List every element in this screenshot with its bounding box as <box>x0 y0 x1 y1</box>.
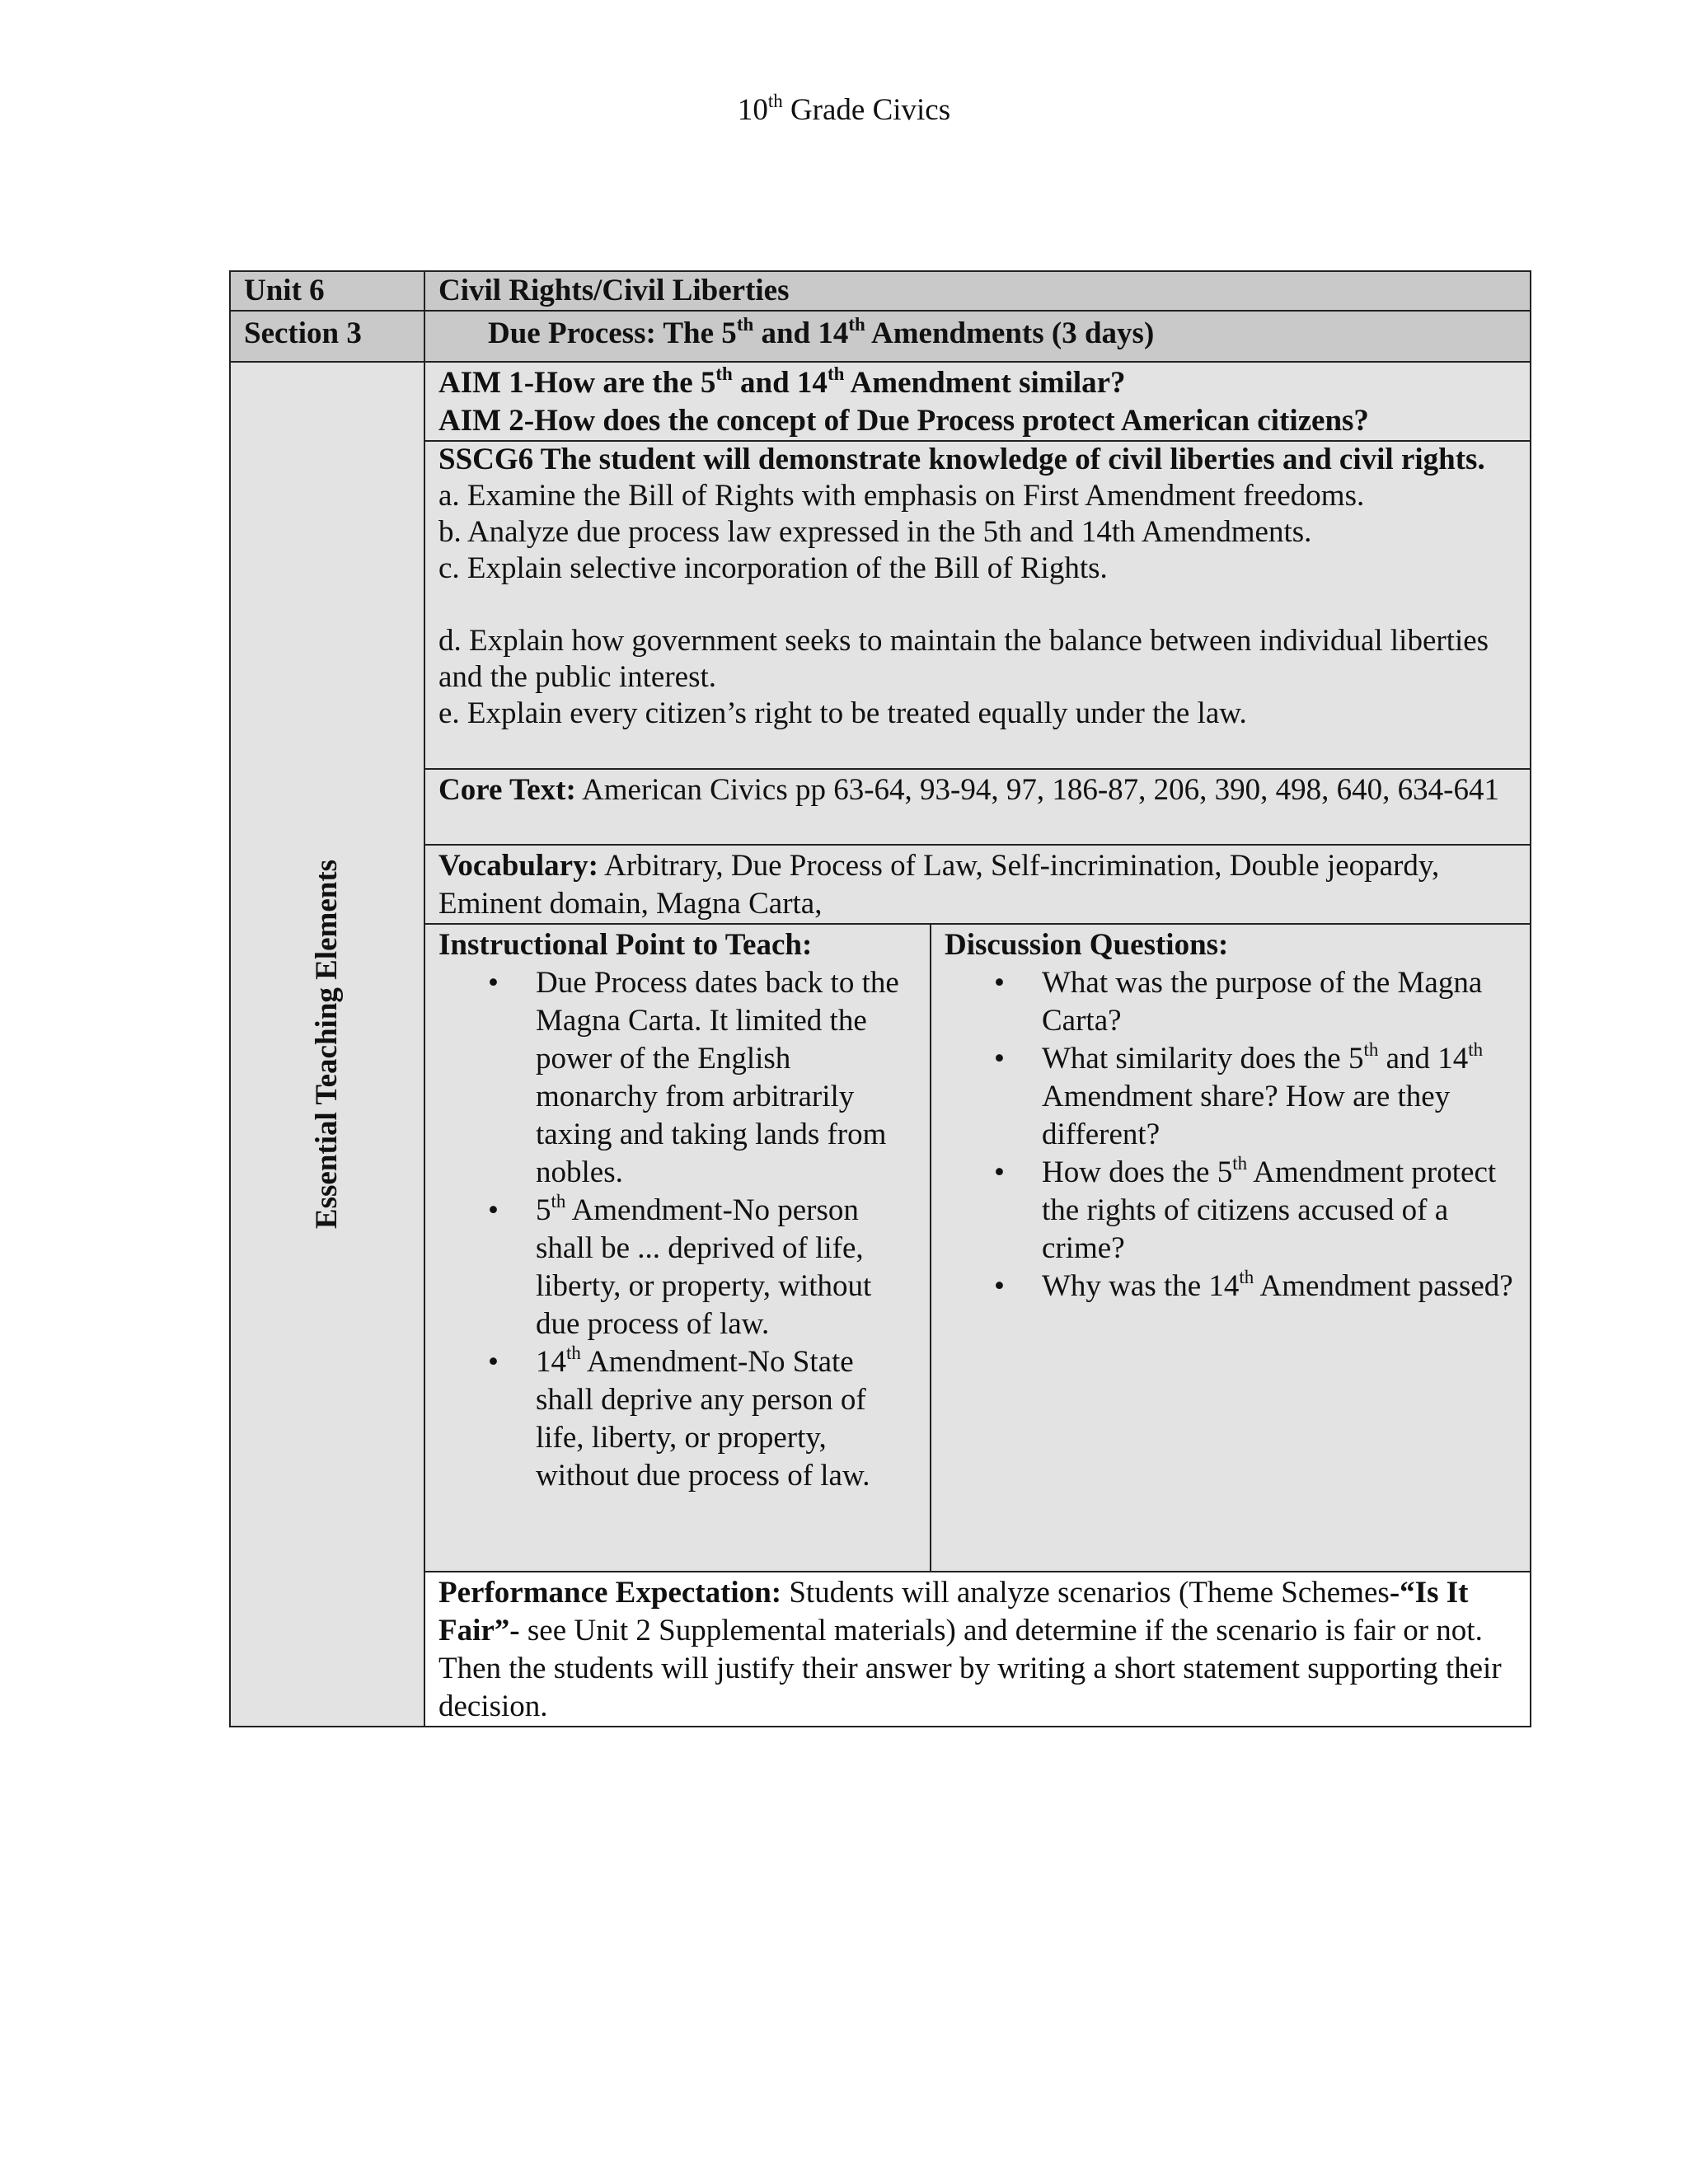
aim-1 <box>438 364 1518 402</box>
instructional-item <box>536 1343 918 1495</box>
vocabulary-cell <box>424 845 1531 924</box>
question-text-b: Amendment protect the rights of citizens accused of a crime? <box>1042 1155 1497 1265</box>
standard-b: b. Analyze due process law expressed in the 5th and 14th Amendments. <box>438 515 1312 549</box>
discussion-question <box>1042 1268 1518 1305</box>
aim-1-sup-a: th <box>715 363 733 384</box>
standard-row <box>230 441 1531 769</box>
question-text-b: and 14 <box>1378 1042 1469 1076</box>
performance-text-b: see Unit 2 Supplemental materials) and determine if the scenario is fair or not. Then the students will justify their answer by writing a short statement supporting their decision. <box>438 1614 1502 1723</box>
discussion-heading: Discussion Questions: <box>945 928 1229 962</box>
unit-row <box>230 271 1531 311</box>
discussion-list <box>945 964 1518 1305</box>
question-sup: th <box>1239 1266 1254 1287</box>
grade-number: 10 <box>737 93 768 127</box>
section-sup-a: th <box>736 313 754 335</box>
section-title-a: Due Process: The 5 <box>488 316 737 350</box>
side-label: Essential Teaching Elements <box>310 859 344 1230</box>
aims-cell <box>424 362 1531 441</box>
item-sup: th <box>566 1342 581 1363</box>
core-text-cell <box>424 769 1531 845</box>
instructional-heading: Instructional Point to Teach: <box>438 928 813 962</box>
question-text-c: Amendment share? How are they different? <box>1042 1080 1451 1151</box>
section-title <box>424 311 1531 362</box>
performance-cell <box>424 1572 1531 1727</box>
core-text-row <box>230 769 1531 845</box>
section-sup-b: th <box>848 313 865 335</box>
question-text-a: What similarity does the 5 <box>1042 1042 1364 1076</box>
aim-1-text-c: Amendment similar? <box>844 366 1126 400</box>
item-number: 5 <box>536 1193 551 1227</box>
core-text-value: American Civics pp 63-64, 93-94, 97, 186-87, 206, 390, 498, 640, 634-641 <box>575 773 1499 807</box>
header-title: Grade Civics <box>782 93 951 127</box>
vocabulary-row <box>230 845 1531 924</box>
standard-e: e. Explain every citizen’s right to be treated equally under the law. <box>438 696 1247 730</box>
discussion-question <box>1042 1154 1518 1268</box>
aims-row <box>230 362 1531 441</box>
standard-c: c. Explain selective incorporation of the Bill of Rights. <box>438 551 1108 585</box>
item-number: 14 <box>536 1345 566 1379</box>
aim-1-text-a: AIM 1-How are the 5 <box>438 366 716 400</box>
section-title-c: Amendments (3 days) <box>865 316 1155 350</box>
question-text-a: Why was the 14 <box>1042 1269 1240 1303</box>
instructional-item: • Due Process dates back to the Magna Carta. It limited the power of the English monarchy from arbitrarily taxing and taking lands from nobles. <box>536 964 918 1192</box>
section-label: Section 3 <box>230 311 424 362</box>
instructional-cell <box>424 924 931 1572</box>
discussion-question: • What was the purpose of the Magna Carta? <box>1042 964 1518 1040</box>
side-label-cell <box>230 362 424 1727</box>
unit-label: Unit 6 <box>230 271 424 311</box>
unit-title: Civil Rights/Civil Liberties <box>424 271 1531 311</box>
question-sup-a: th <box>1363 1038 1379 1060</box>
question-text-a: How does the 5 <box>1042 1155 1233 1189</box>
section-title-b: and 14 <box>753 316 849 350</box>
performance-label: Performance Expectation: <box>438 1576 782 1610</box>
aim-1-text-b: and 14 <box>732 366 828 400</box>
question-sup-b: th <box>1468 1038 1484 1060</box>
performance-row <box>230 1572 1531 1727</box>
instructional-list <box>438 964 918 1495</box>
question-sup: th <box>1232 1152 1248 1174</box>
page-header <box>0 92 1688 129</box>
standard-cell <box>424 441 1531 769</box>
instruction-row <box>230 924 1531 1572</box>
aim-2: AIM 2-How does the concept of Due Process protect American citizens? <box>438 404 1369 438</box>
performance-text-a: Students will analyze scenarios (Theme Schemes <box>781 1576 1390 1610</box>
standard-heading: SSCG6 The student will demonstrate knowledge of civil liberties and civil rights. <box>438 443 1485 476</box>
section-row <box>230 311 1531 362</box>
instructional-item <box>536 1192 918 1343</box>
question-text-b: Amendment passed? <box>1254 1269 1513 1303</box>
item-text: Amendment-No State shall deprive any person of life, liberty, or property, without due process of law. <box>536 1345 870 1493</box>
vocabulary-value: Arbitrary, Due Process of Law, Self-incrimination, Double jeopardy, Eminent domain, Magna Carta, <box>438 849 1440 921</box>
item-text: Amendment-No person shall be ... deprived of life, liberty, or property, without due process of law. <box>536 1193 872 1341</box>
aim-1-sup-b: th <box>827 363 845 384</box>
grade-superscript: th <box>767 90 783 111</box>
lesson-plan-table <box>229 270 1531 1727</box>
item-sup: th <box>551 1190 566 1212</box>
core-text-label: Core Text: <box>438 773 576 807</box>
performance-emphasis: -“Is It Fair”- <box>438 1576 1469 1647</box>
discussion-cell <box>931 924 1531 1572</box>
standard-a: a. Examine the Bill of Rights with emphasis on First Amendment freedoms. <box>438 479 1365 513</box>
discussion-question <box>1042 1040 1518 1154</box>
standard-d: d. Explain how government seeks to maintain the balance between individual liberties and the public interest. <box>438 624 1489 694</box>
vocabulary-label: Vocabulary: <box>438 849 598 883</box>
